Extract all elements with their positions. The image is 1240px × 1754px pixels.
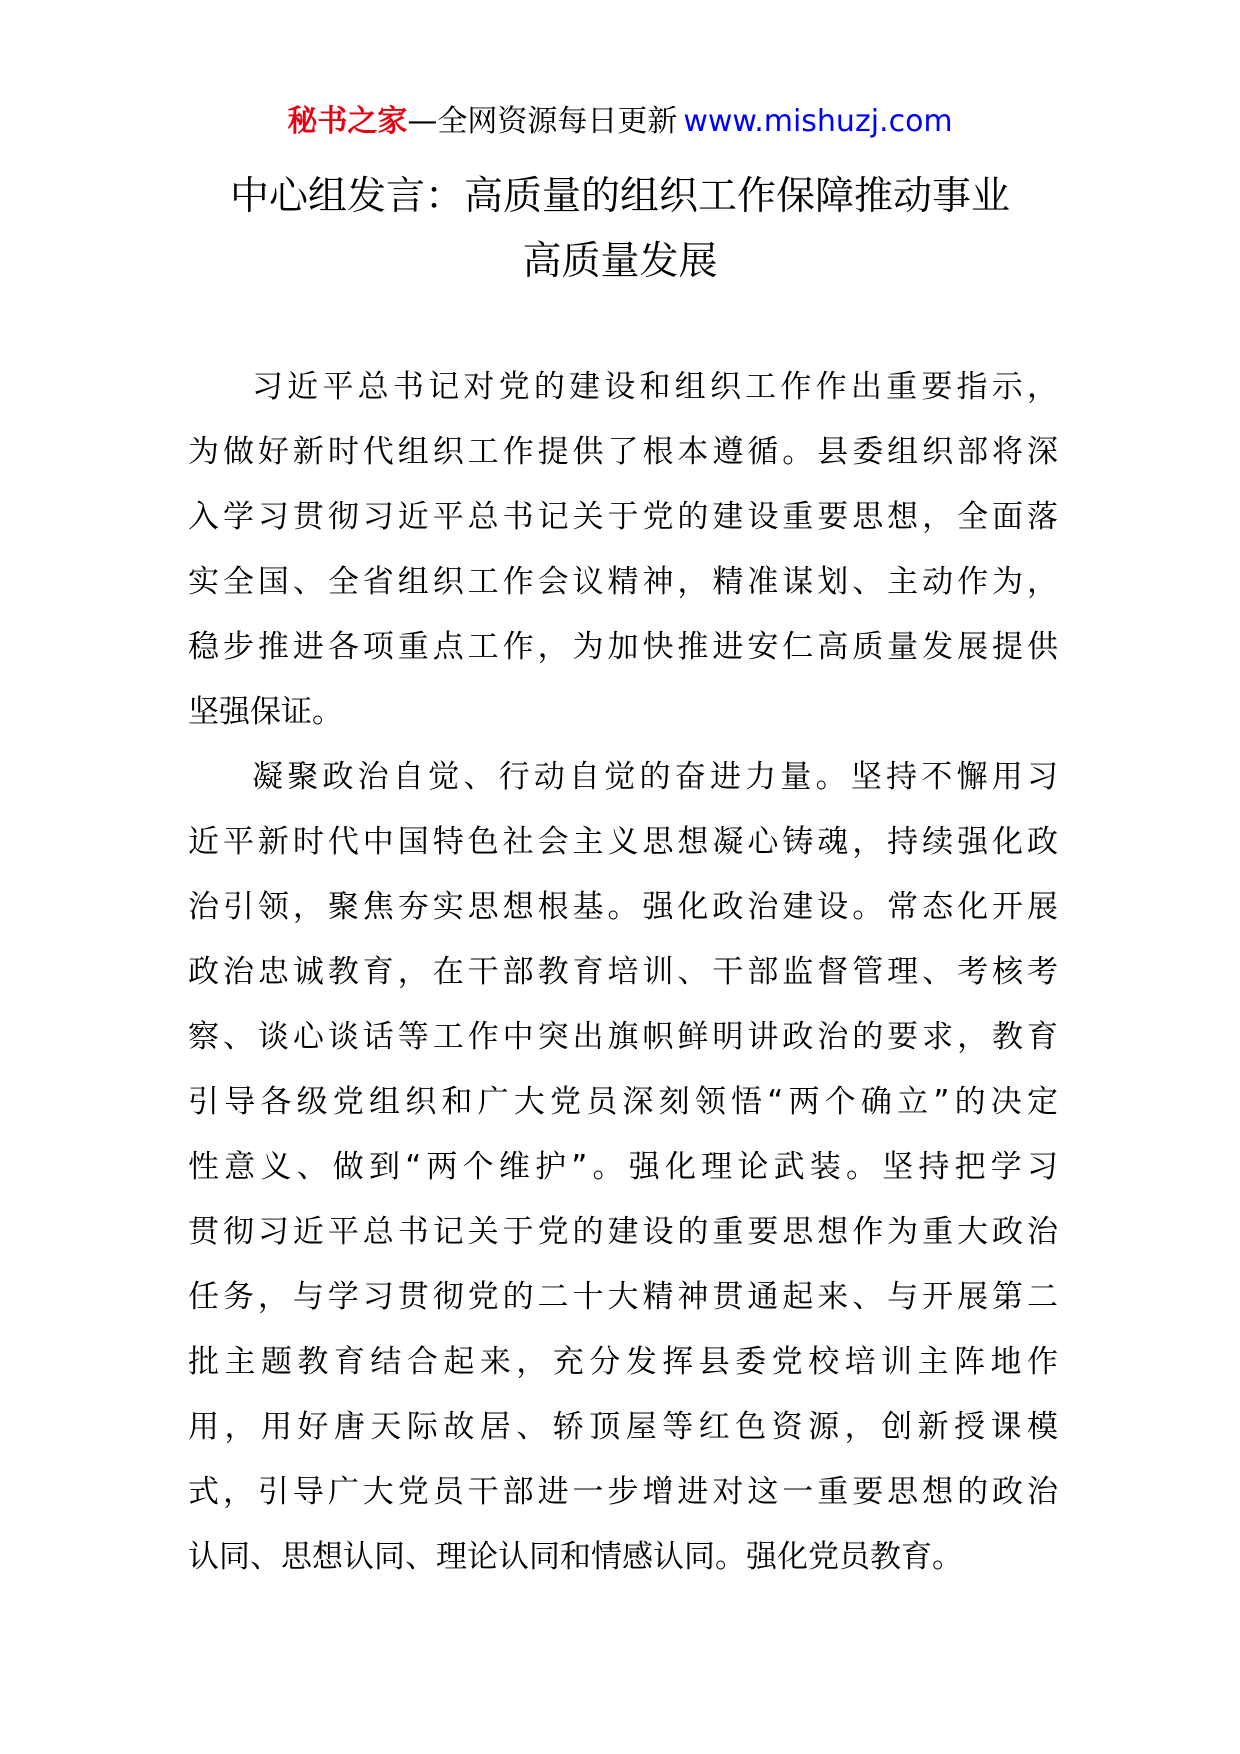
paragraph-line: 贯彻习近平总书记关于党的建设的重要思想作为重大政治: [188, 1214, 1058, 1250]
document-body: [188, 355, 1058, 1590]
paragraph-line: 式，引导广大党员干部进一步增进对这一重要思想的政治: [188, 1474, 1058, 1510]
paragraph-line: 政治忠诚教育，在干部教育培训、干部监督管理、考核考: [188, 954, 1058, 990]
paragraph-line: 性意义、做到“两个维护”。强化理论武装。坚持把学习: [188, 1149, 1058, 1185]
site-url: www.mishuzj.com: [683, 104, 953, 139]
title-line-2: 高质量发展: [522, 239, 718, 284]
paragraph-line: 认同、思想认同、理论认同和情感认同。强化党员教育。: [188, 1539, 963, 1575]
paragraph-line: 凝聚政治自觉、行动自觉的奋进力量。坚持不懈用习: [252, 759, 1058, 795]
paragraph-line: 近平新时代中国特色社会主义思想凝心铸魂，持续强化政: [188, 824, 1058, 860]
paragraph-1: [188, 355, 1058, 745]
paragraph-line: 察、谈心谈话等工作中突出旗帜鲜明讲政治的要求，教育: [188, 1019, 1058, 1055]
site-brand: 秘书之家: [287, 104, 408, 139]
paragraph-line: 批主题教育结合起来，充分发挥县委党校培训主阵地作: [188, 1344, 1058, 1380]
paragraph-line: 用，用好唐天际故居、轿顶屋等红色资源，创新授课模: [188, 1409, 1058, 1445]
paragraph-line: 为做好新时代组织工作提供了根本遵循。县委组织部将深: [188, 434, 1058, 470]
paragraph-2: [188, 745, 1058, 1590]
paragraph-line: 实全国、全省组织工作会议精神，精准谋划、主动作为，: [188, 564, 1058, 600]
paragraph-line: 治引领，聚焦夯实思想根基。强化政治建设。常态化开展: [188, 889, 1058, 925]
paragraph-line: 引导各级党组织和广大党员深刻领悟“两个确立”的决定: [188, 1084, 1058, 1120]
paragraph-line: 坚强保证。: [188, 694, 343, 730]
document-title: [100, 164, 1140, 294]
paragraph-line: 任务，与学习贯彻党的二十大精神贯通起来、与开展第二: [188, 1279, 1058, 1315]
paragraph-line: 稳步推进各项重点工作，为加快推进安仁高质量发展提供: [188, 629, 1058, 665]
site-tagline: —全网资源每日更新: [407, 104, 678, 139]
paragraph-line: 入学习贯彻习近平总书记关于党的建设重要思想，全面落: [188, 499, 1058, 535]
title-line-1: 中心组发言：高质量的组织工作保障推动事业: [229, 174, 1010, 219]
paragraph-line: 习近平总书记对党的建设和组织工作作出重要指示，: [252, 369, 1058, 405]
site-header: [0, 100, 1240, 144]
